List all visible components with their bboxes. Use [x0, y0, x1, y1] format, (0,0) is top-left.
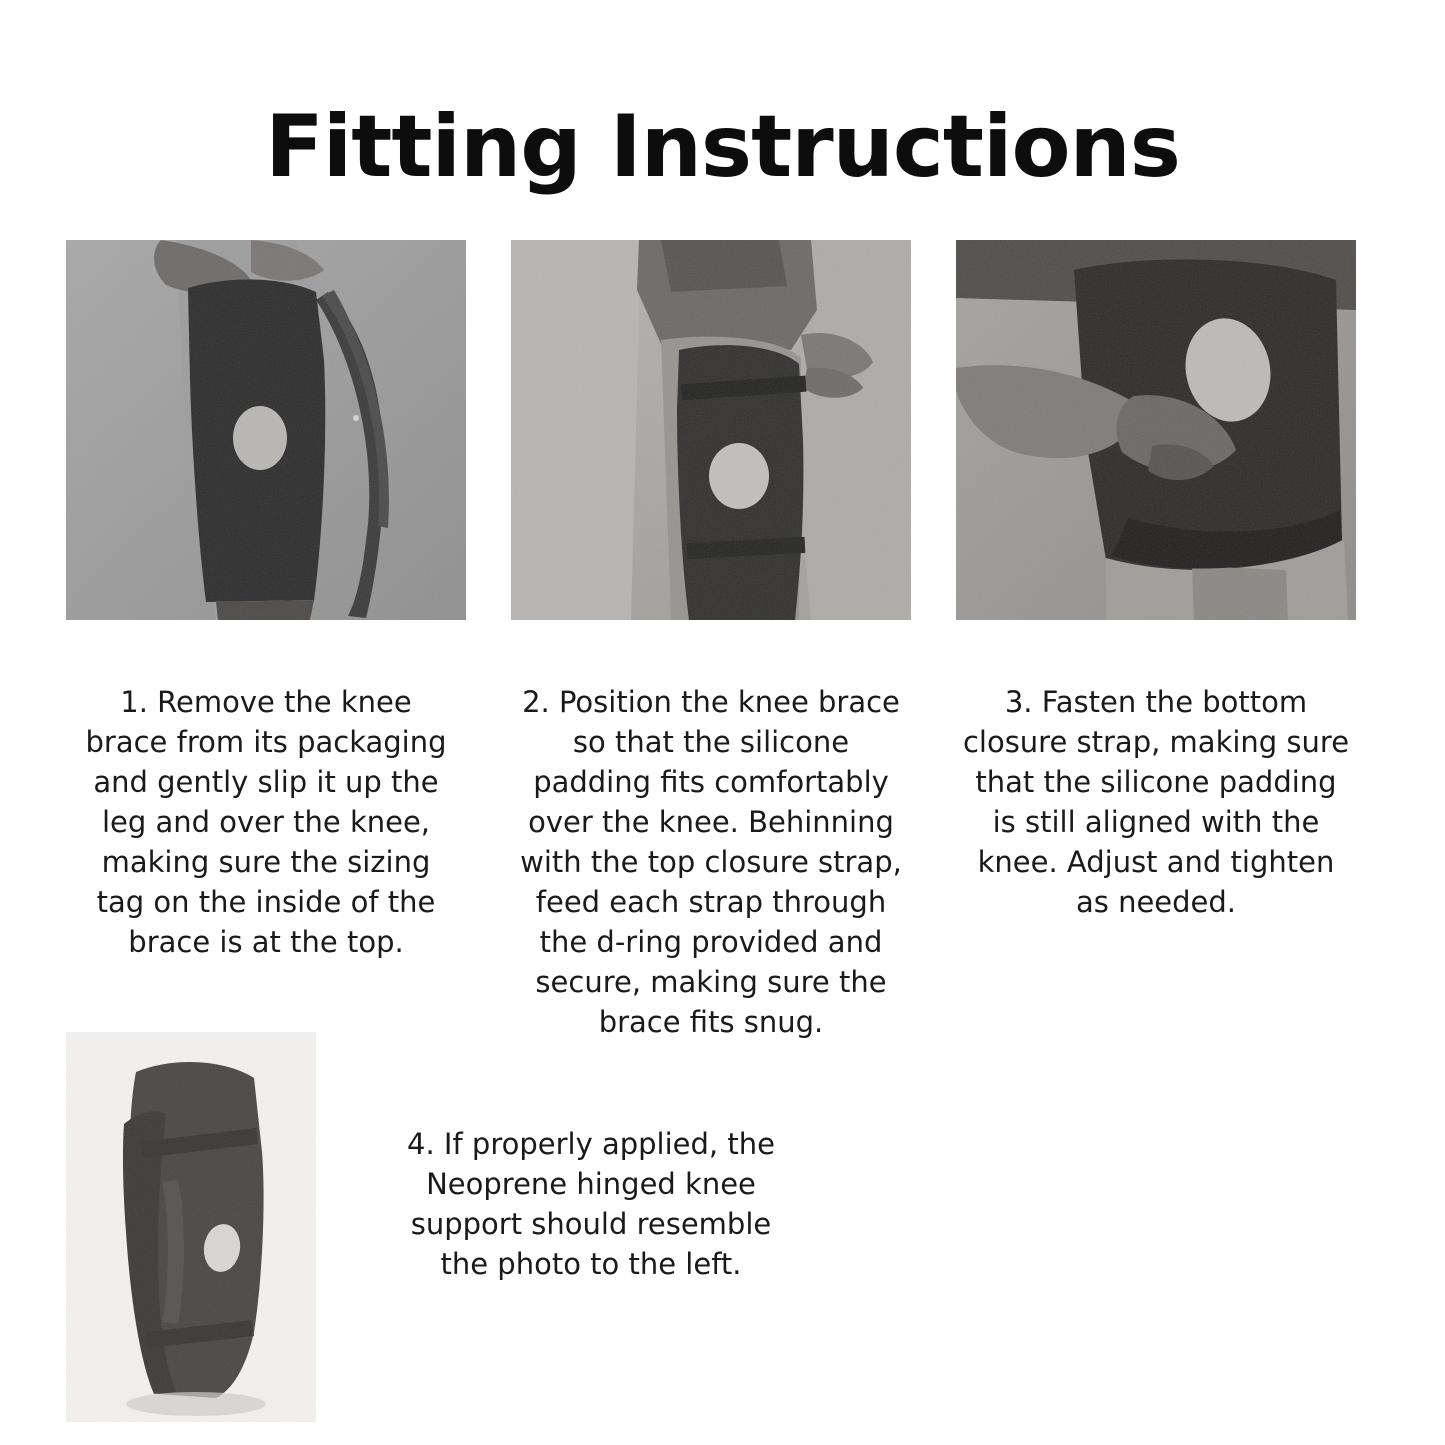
step-1 — [66, 240, 466, 1042]
step-3 — [956, 240, 1356, 1042]
page-title: Fitting Instructions — [265, 97, 1180, 197]
step-4-photo — [66, 1032, 316, 1422]
steps-row — [0, 240, 1445, 1042]
step-1-caption: 1. Remove the knee brace from its packaging and gently slip it up the leg and over the knee, making sure the sizing tag on the inside of the brace is at the top. — [85, 685, 447, 960]
step-3-photo — [956, 240, 1356, 620]
step-3-caption: 3. Fasten the bottom closure strap, making sure that the silicone padding is still aligned with the knee. Adjust and tighten as needed. — [962, 685, 1350, 920]
step-4 — [66, 1032, 791, 1422]
step-2-caption: 2. Position the knee brace so that the silicone padding fits comfortably over the knee. Behinning with the top closure strap, feed each strap through the d-ring provided and secure, making sure the brace fits snug. — [520, 685, 902, 1040]
step-2-photo — [511, 240, 911, 620]
step-1-photo — [66, 240, 466, 620]
step-2 — [511, 240, 911, 1042]
step-4-caption: 4. If properly applied, the Neoprene hinged knee support should resemble the photo to the left. — [407, 1127, 775, 1282]
